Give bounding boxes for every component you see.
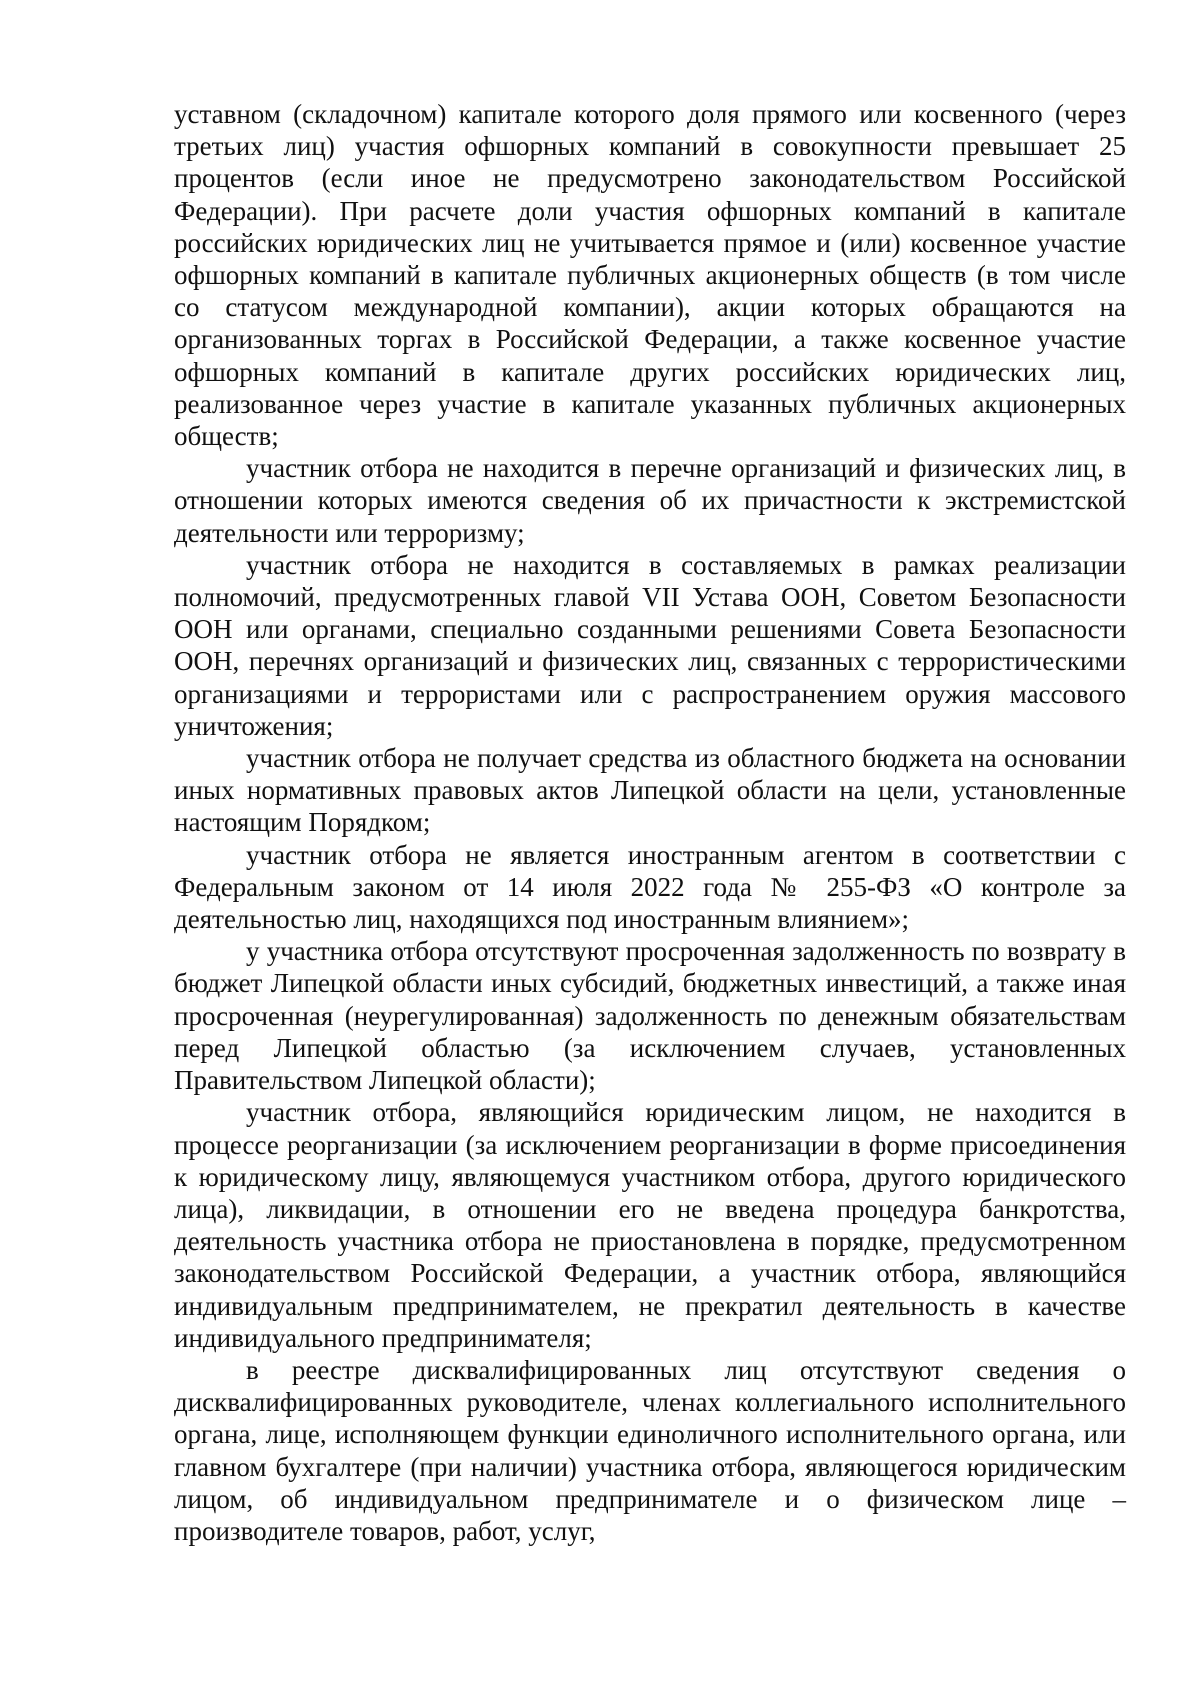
document-page (174, 98, 1126, 1547)
paragraph-foreign-agent: участник отбора не является иностранным агентом в соответствии с Федеральным законом от 14 июля 2022 года № 255-ФЗ «О контроле за деятельностью лиц, находящихся под иностранным влиянием»; (174, 839, 1126, 935)
paragraph-extremism-list: участник отбора не находится в перечне организаций и физических лиц, в отношении которых имеются сведения об их причастности к экстремистской деятельности или терроризму; (174, 453, 1126, 548)
paragraph-overdue-debt: у участника отбора отсутствуют просроченная задолженность по возврату в бюджет Липецкой области иных субсидий, бюджетных инвестиций, а также иная просроченная (неурегулированная) задолженность по денежным обязательствам перед Липецкой областью (за исключением случаев, установленных Правительством Липецкой области); (174, 936, 1126, 1096)
paragraph-disqualified-persons-registry: в реестре дисквалифицированных лиц отсутствуют сведения о дисквалифицированных руководителе, членах коллегиального исполнительного органа, лице, исполняющем функции единоличного исполнительного органа, или главном бухгалтере (при наличии) участника отбора, являющегося юридическим лицом, об индивидуальном предпринимателе и о физическом лице – производителе товаров, работ, услуг, (174, 1354, 1126, 1546)
paragraph-reorganization-liquidation: участник отбора, являющийся юридическим лицом, не находится в процессе реорганизации (за исключением реорганизации в форме присоединения к юридическому лицу, являющемуся участником отбора, другого юридического лица), ликвидации, в отношении его не введена процедура банкротства, деятельность участника отбора не приостановлена в порядке, предусмотренном законодательством Российской Федерации, а участник отбора, являющийся индивидуальным предпринимателем, не прекратил деятельность в качестве индивидуального предпринимателя; (174, 1097, 1126, 1353)
paragraph-offshore-share: уставном (складочном) капитале которого доля прямого или косвенного (через третьих лиц) участия офшорных компаний в совокупности превышает 25 процентов (если иное не предусмотрено законодательством Российской Федерации). При расчете доли участия офшорных компаний в капитале российских юридических лиц не учитывается прямое и (или) косвенное участие офшорных компаний в капитале публичных акционерных обществ (в том числе со статусом международной компании), акции которых обращаются на организованных торгах в Российской Федерации, а также косвенное участие офшорных компаний в капитале других российских юридических лиц, реализованное через участие в капитале указанных публичных акционерных обществ; (174, 99, 1126, 452)
paragraph-un-security-council-list: участник отбора не находится в составляемых в рамках реализации полномочий, предусмотренных главой VII Устава ООН, Советом Безопасности ООН или органами, специально созданными решениями Совета Безопасности ООН, перечнях организаций и физических лиц, связанных с террористическими организациями и террористами или с распространением оружия массового уничтожения; (174, 549, 1126, 741)
paragraph-regional-budget-funds: участник отбора не получает средства из областного бюджета на основании иных нормативных правовых актов Липецкой области на цели, установленные настоящим Порядком; (174, 743, 1126, 838)
